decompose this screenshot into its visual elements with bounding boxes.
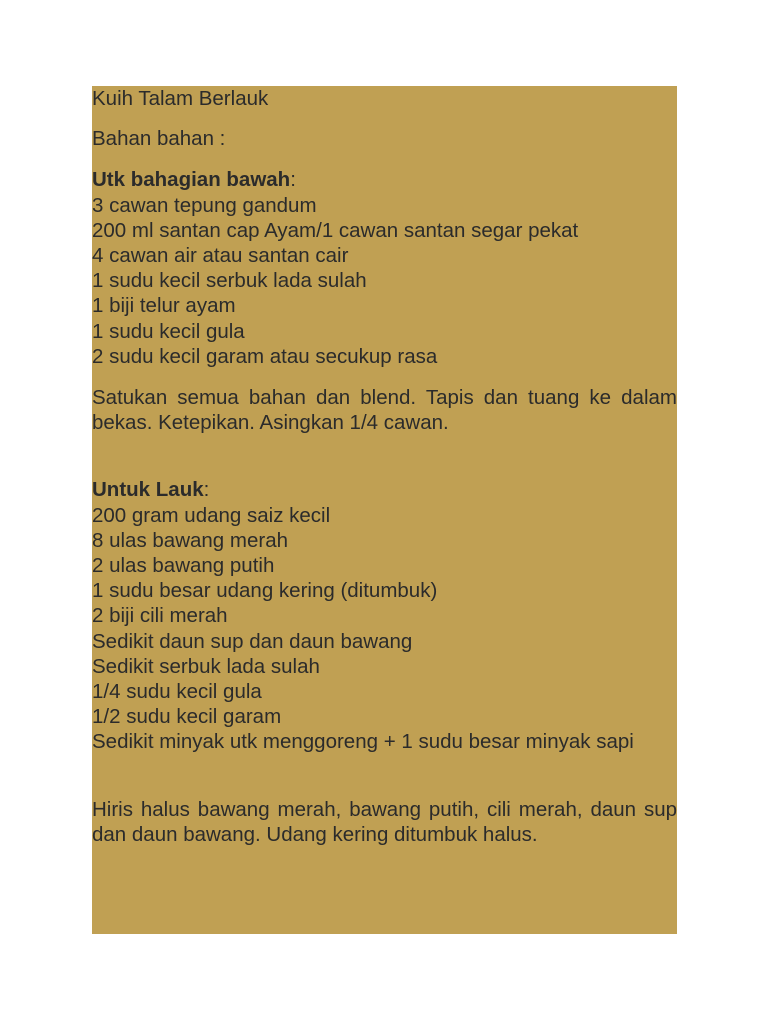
- lauk-ingredient-item-last: Sedikit minyak utk menggoreng + 1 sudu besar minyak sapi: [92, 730, 634, 754]
- ingredient-item: 1 sudu kecil serbuk lada sulah: [92, 269, 367, 293]
- lauk-ingredient-item: Sedikit serbuk lada sulah: [92, 654, 320, 678]
- lauk-ingredient-item: 1/4 sudu kecil gula: [92, 680, 262, 704]
- ingredient-item: 1 sudu kecil gula: [92, 319, 245, 343]
- lauk-ingredient-item: 2 ulas bawang putih: [92, 554, 275, 578]
- bottom-section-heading: [92, 167, 677, 192]
- lauk-ingredient-item: 2 biji cili merah: [92, 604, 228, 628]
- lauk-section-heading: [92, 477, 677, 502]
- lauk-section-instruction: Hiris halus bawang merah, bawang putih, cili merah, daun sup dan daun bawang. Udang kering ditumbuk halus.: [92, 797, 677, 846]
- ingredient-item: 3 cawan tepung gandum: [92, 193, 317, 217]
- ingredient-item: 1 biji telur ayam: [92, 294, 236, 318]
- lauk-ingredient-item: 1 sudu besar udang kering (ditumbuk): [92, 579, 438, 603]
- recipe-content: [92, 86, 677, 847]
- ingredients-label: Bahan bahan :: [92, 127, 226, 151]
- lauk-ingredient-item: 1/2 sudu kecil garam: [92, 705, 282, 729]
- bottom-section-heading-text: Utk bahagian bawah: [92, 168, 291, 192]
- ingredient-item: 4 cawan air atau santan cair: [92, 244, 349, 268]
- lauk-ingredient-item: Sedikit daun sup dan daun bawang: [92, 629, 413, 653]
- bottom-section-heading-colon: :: [290, 168, 296, 192]
- lauk-section-heading-text: Untuk Lauk: [92, 478, 204, 502]
- bottom-section-instruction: Satukan semua bahan dan blend. Tapis dan tuang ke dalam bekas. Ketepikan. Asingkan 1/4 cawan.: [92, 386, 677, 435]
- ingredient-item: 200 ml santan cap Ayam/1 cawan santan segar pekat: [92, 218, 579, 242]
- ingredient-item: 2 sudu kecil garam atau secukup rasa: [92, 344, 438, 368]
- lauk-section-heading-colon: :: [203, 478, 210, 502]
- recipe-title: Kuih Talam Berlauk: [92, 87, 269, 110]
- lauk-ingredient-item: 8 ulas bawang merah: [92, 528, 289, 552]
- lauk-ingredient-item: 200 gram udang saiz kecil: [92, 503, 331, 527]
